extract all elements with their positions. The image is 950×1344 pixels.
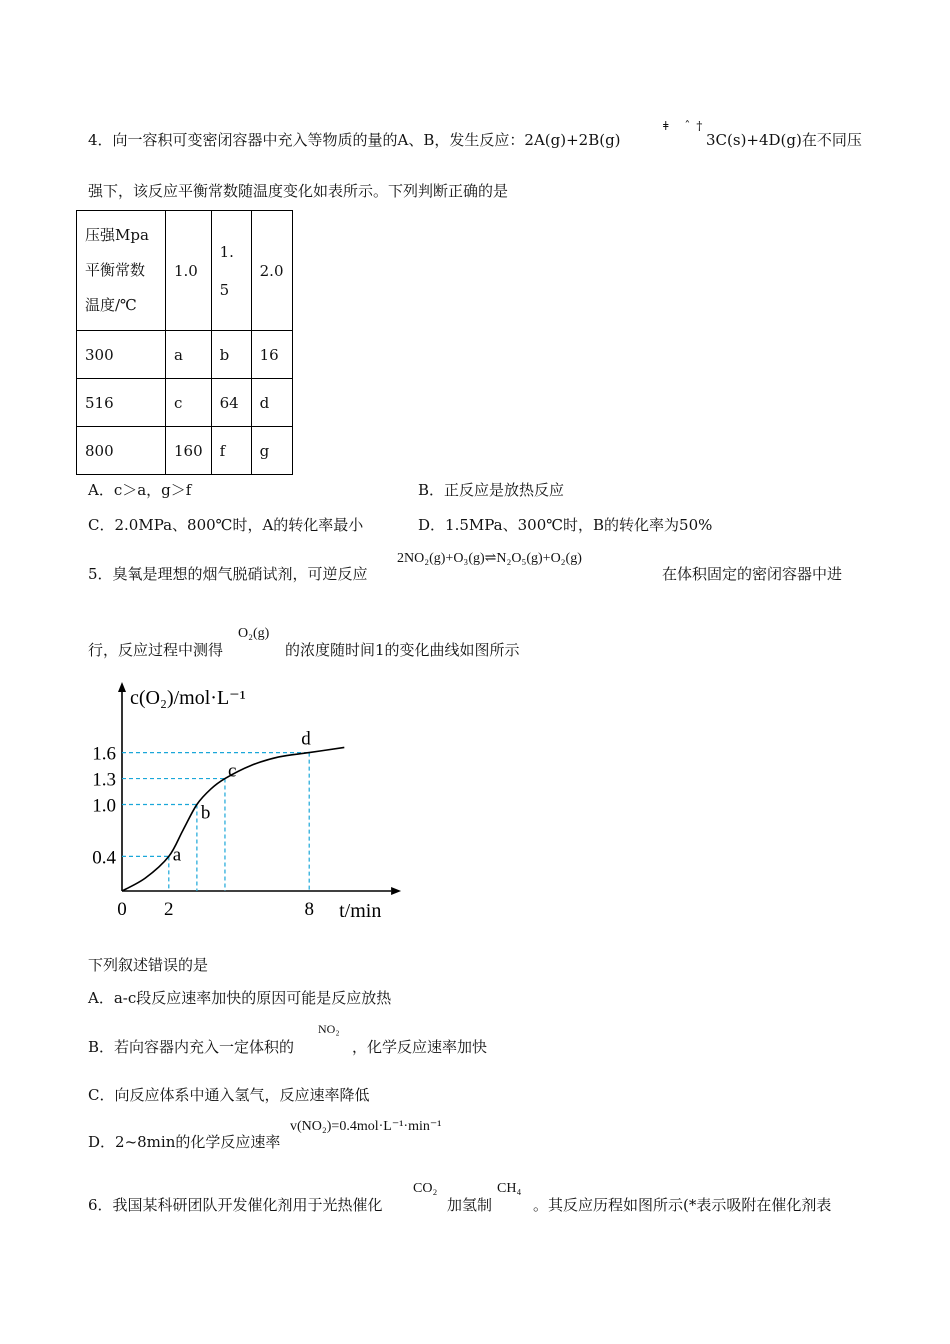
q4-option-a: A．c＞a，g＞f xyxy=(88,481,192,499)
q5-line1-post: 在体积固定的密闭容器中进 xyxy=(662,565,843,583)
x-axis-label: t/min xyxy=(339,900,382,922)
y-tick-label: 0.4 xyxy=(92,847,116,869)
q5-option-b-pre: B．若向容器内充入一定体积的 xyxy=(88,1038,295,1056)
y-tick-label: 1.3 xyxy=(92,769,116,791)
y-tick-label: 1.0 xyxy=(92,795,116,817)
point-label-a: a xyxy=(172,844,182,866)
pressure-1: 1.0 xyxy=(166,211,212,331)
q5-reaction: 2NO₂(g)+O₃(g)⇌N₂O₅(g)+O₂(g) xyxy=(397,551,582,566)
x-tick-label: 8 xyxy=(304,899,314,920)
q5-option-d-pre: D．2~8min的化学反应速率 xyxy=(88,1133,281,1151)
q4-line1-post: 3C(s)+4D(g)在不同压 xyxy=(706,131,862,149)
pressure-3: 2.0 xyxy=(251,211,292,331)
q4-option-b: B．正反应是放热反应 xyxy=(418,481,565,499)
table-row: 516 c 64 d xyxy=(77,379,293,427)
q5-option-b-post: ，化学反应速率加快 xyxy=(352,1038,488,1056)
q5-option-c: C．向反应体系中通入氢气，反应速率降低 xyxy=(88,1086,370,1104)
q5-species: O₂(g) xyxy=(238,626,270,641)
q5-option-a: A．a-c段反应速率加快的原因可能是反应放热 xyxy=(88,989,392,1007)
q6-co2: CO₂ xyxy=(413,1181,438,1196)
q5-option-d-formula: v(NO₂)=0.4mol·L⁻¹·min⁻¹ xyxy=(290,1119,442,1134)
x-axis-arrow xyxy=(391,887,401,895)
q4-line1-pre: 4．向一容积可变密闭容器中充入等物质的量的A、B，发生反应：2A(g)+2B(g) xyxy=(88,131,621,149)
point-label-d: d xyxy=(301,728,311,750)
q5-after-chart: 下列叙述错误的是 xyxy=(88,956,209,974)
y-axis-label: c(O₂)/mol·L⁻¹ xyxy=(130,687,246,709)
q6-ch4: CH₄ xyxy=(497,1181,522,1196)
q6-mid: 加氢制 xyxy=(447,1196,493,1214)
y-axis-arrow xyxy=(118,682,126,692)
point-label-b: b xyxy=(200,802,211,824)
q4-option-d: D．1.5MPa、300℃时，B的转化率为50% xyxy=(418,516,713,534)
x-tick-label: 2 xyxy=(164,899,174,920)
table-row: 800 160 f g xyxy=(77,427,293,475)
q6-line1-post: 。其反应历程如图所示(*表示吸附在催化剂表 xyxy=(533,1196,832,1214)
table-row: 300 a b 16 xyxy=(77,331,293,379)
q5-option-b-species: NO₂ xyxy=(318,1022,340,1036)
point-label-c: c xyxy=(227,760,237,782)
equilibrium-constant-table xyxy=(76,210,293,475)
q5-line1-pre: 5．臭氧是理想的烟气脱硝试剂，可逆反应 xyxy=(88,565,368,583)
o2-concentration-chart xyxy=(80,676,420,926)
table-header-label: 压强Mpa 平衡常数 温度/℃ xyxy=(77,211,166,331)
q5-line2-post: 的浓度随时间1的变化曲线如图所示 xyxy=(285,641,520,659)
pressure-2: 1. 5 xyxy=(211,211,251,331)
y-tick-label: 1.6 xyxy=(92,743,116,765)
q4-option-c: C．2.0MPa、800℃时，A的转化率最小 xyxy=(88,516,364,534)
q6-line1-pre: 6．我国某科研团队开发催化剂用于光热催化 xyxy=(88,1196,383,1214)
q4-line1 xyxy=(88,130,621,150)
q5-line2-pre: 行，反应过程中测得 xyxy=(88,641,224,659)
q4-line2: 强下，该反应平衡常数随温度变化如表所示。下列判断正确的是 xyxy=(88,182,509,200)
equilibrium-arrow-glyph: ǂ ˆ† xyxy=(663,119,709,133)
x-tick-label: 0 xyxy=(117,899,127,920)
